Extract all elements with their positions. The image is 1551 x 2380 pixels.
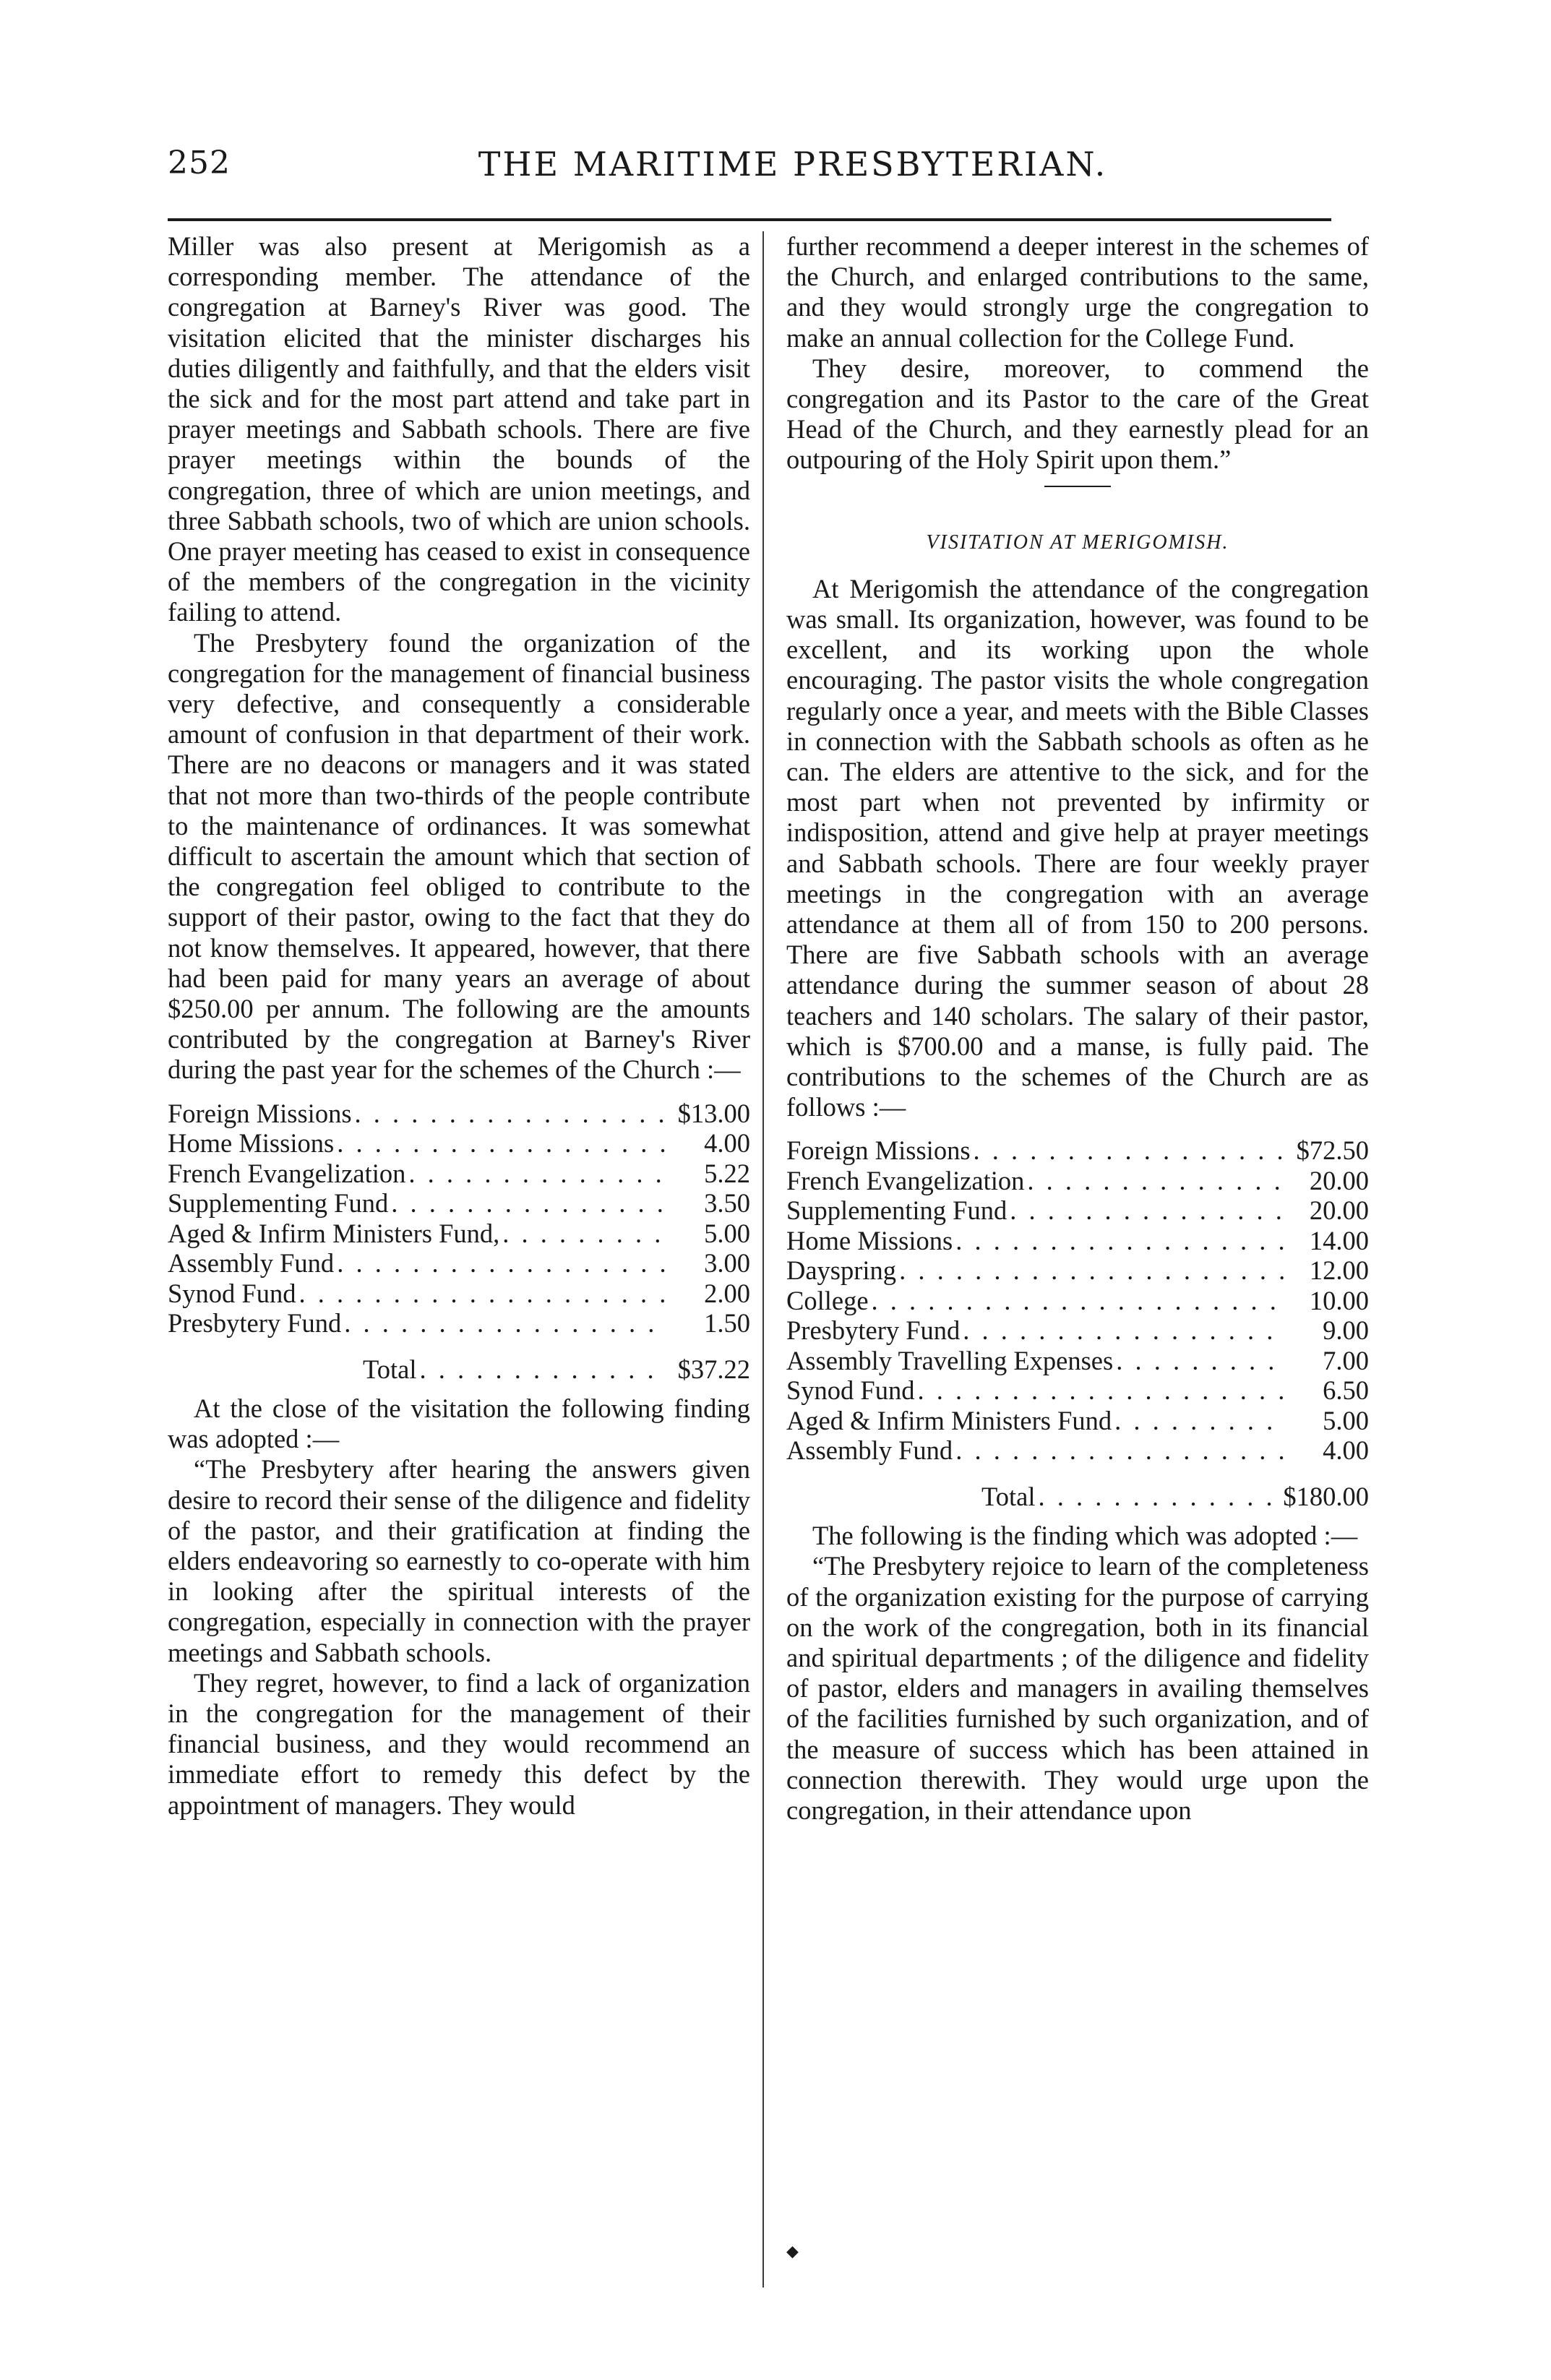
fund-name: Home Missions bbox=[786, 1225, 953, 1255]
fund-amount: 14.00 bbox=[1309, 1225, 1369, 1255]
fund-name: Assembly Travelling Expenses bbox=[786, 1345, 1114, 1375]
fund-amount: 3.50 bbox=[704, 1188, 750, 1219]
dot-leader bbox=[1010, 1195, 1285, 1226]
fund-amount: 4.00 bbox=[704, 1128, 750, 1159]
contributions-list-barneys-river bbox=[168, 1099, 750, 1339]
fund-name: Assembly Fund bbox=[168, 1248, 335, 1279]
total-label: Total bbox=[363, 1354, 417, 1384]
fund-amount: 3.00 bbox=[704, 1248, 750, 1279]
contribution-row bbox=[786, 1315, 1369, 1346]
section-heading: VISITATION AT MERIGOMISH. bbox=[926, 530, 1229, 554]
fund-amount: 6.50 bbox=[1323, 1375, 1369, 1406]
page-title: THE MARITIME PRESBYTERIAN. bbox=[478, 145, 1108, 184]
fund-name: Synod Fund bbox=[168, 1278, 296, 1308]
contribution-row bbox=[168, 1248, 750, 1279]
fund-amount: 4.00 bbox=[1323, 1435, 1369, 1466]
contribution-row bbox=[168, 1188, 750, 1219]
dot-leader bbox=[963, 1315, 1285, 1346]
fund-amount: 7.00 bbox=[1323, 1345, 1369, 1375]
right-column bbox=[786, 231, 1369, 1826]
contribution-row bbox=[786, 1375, 1369, 1406]
column-divider bbox=[762, 231, 764, 2287]
dot-leader bbox=[298, 1279, 666, 1309]
contributions-total bbox=[981, 1482, 1369, 1512]
total-amount: $37.22 bbox=[677, 1354, 750, 1384]
dot-leader bbox=[1116, 1346, 1285, 1376]
contributions-list-merigomish bbox=[786, 1135, 1369, 1466]
dot-leader bbox=[419, 1354, 666, 1385]
fund-amount: 1.50 bbox=[704, 1308, 750, 1339]
contribution-row bbox=[168, 1219, 750, 1249]
fund-name: Supplementing Fund bbox=[168, 1188, 389, 1219]
left-column bbox=[168, 231, 750, 1821]
fund-name: Dayspring bbox=[786, 1255, 897, 1286]
contribution-row bbox=[786, 1346, 1369, 1376]
dot-leader bbox=[355, 1099, 666, 1129]
fund-amount: 12.00 bbox=[1309, 1255, 1369, 1286]
contribution-row bbox=[786, 1406, 1369, 1436]
fund-name: French Evangelization bbox=[786, 1165, 1025, 1195]
fund-amount: 2.00 bbox=[704, 1278, 750, 1308]
fund-name: Presbytery Fund bbox=[168, 1308, 342, 1339]
contribution-row bbox=[168, 1159, 750, 1189]
body-paragraph: At Merigomish the attendance of the congregation was small. Its organization, however, was found to be excellent, and its working upon the whole encouraging. The pastor visits the whole congregation regularly once a year, and meets with the Bible Classes in connection with the Sabbath schools as often as he can. The elders are attentive to the sick, and for the most part when not prevented by infirmity or indisposition, attend and give help at prayer meetings and Sabbath schools. There are four weekly prayer meetings in the congregation with an average attendance at them all of from 150 to 200 persons. There are five Sabbath schools with an average attendance during the summer season of about 28 teachers and 140 scholars. The salary of their pastor, which is $700.00 and a manse, is fully paid. The contributions to the schemes of the Church are as follows :— bbox=[786, 573, 1369, 1122]
total-label: Total bbox=[981, 1481, 1036, 1511]
finding-paragraph: They regret, however, to find a lack of organization in the congregation for the management of their financial business, and they would recommend an immediate effort to remedy this defect by the appointment of managers. They would bbox=[168, 1667, 750, 1820]
contribution-row bbox=[786, 1135, 1369, 1166]
fund-amount: 5.22 bbox=[704, 1158, 750, 1188]
dot-leader bbox=[502, 1219, 666, 1249]
contribution-row bbox=[786, 1255, 1369, 1286]
fund-amount: 5.00 bbox=[1323, 1405, 1369, 1435]
fund-amount: $13.00 bbox=[677, 1098, 750, 1128]
fund-amount: 9.00 bbox=[1323, 1315, 1369, 1346]
contribution-row bbox=[168, 1128, 750, 1159]
dot-leader bbox=[391, 1188, 666, 1219]
fund-amount: 20.00 bbox=[1309, 1195, 1369, 1226]
body-paragraph: The following is the finding which was adopted :— bbox=[812, 1521, 1358, 1551]
dot-leader bbox=[344, 1308, 666, 1339]
dot-leader bbox=[974, 1135, 1285, 1166]
fund-name: Assembly Fund bbox=[786, 1435, 953, 1466]
body-paragraph: At the close of the visitation the following finding was adopted :— bbox=[168, 1393, 750, 1454]
fund-name: Supplementing Fund bbox=[786, 1195, 1007, 1226]
dot-leader bbox=[955, 1226, 1285, 1256]
contribution-row bbox=[786, 1286, 1369, 1316]
contributions-total bbox=[363, 1354, 750, 1385]
fund-name: Aged & Infirm Ministers Fund, bbox=[168, 1218, 500, 1248]
dot-leader bbox=[917, 1375, 1285, 1406]
fund-name: Foreign Missions bbox=[168, 1098, 352, 1128]
dot-leader bbox=[408, 1159, 666, 1189]
fund-name: College bbox=[786, 1285, 869, 1315]
footer-ornament-icon: ◆ bbox=[786, 2243, 799, 2261]
fund-amount: 10.00 bbox=[1309, 1285, 1369, 1315]
fund-name: Synod Fund bbox=[786, 1375, 915, 1406]
page-number: 252 bbox=[168, 145, 231, 181]
fund-amount: $72.50 bbox=[1296, 1135, 1369, 1166]
contribution-row bbox=[786, 1226, 1369, 1256]
fund-name: Presbytery Fund bbox=[786, 1315, 961, 1346]
dot-leader bbox=[872, 1286, 1285, 1316]
dot-leader bbox=[337, 1128, 666, 1159]
total-amount: $180.00 bbox=[1283, 1481, 1369, 1511]
page-header bbox=[168, 145, 1331, 210]
contribution-row bbox=[786, 1166, 1369, 1196]
dot-leader bbox=[1027, 1166, 1285, 1196]
fund-amount: 5.00 bbox=[704, 1218, 750, 1248]
finding-paragraph: “The Presbytery after hearing the answers given desire to record their sense of the diligence and fidelity of the pastor, and their gratification at finding the elders endeavoring so earnestly to co-operate with him in looking after the spiritual interests of the congregation, especially in connection with the prayer meetings and Sabbath schools. bbox=[168, 1454, 750, 1667]
contribution-row bbox=[168, 1099, 750, 1129]
fund-name: French Evangelization bbox=[168, 1158, 406, 1188]
contribution-row bbox=[786, 1195, 1369, 1226]
finding-paragraph: “The Presbytery rejoice to learn of the completeness of the organization existing for the purpose of carrying on the work of the congregation, both in its financial and spiritual departments ; of the diligence and fidelity of pastor, elders and managers in availing themselves of the facilities furnished by such organization, and of the measure of success which has been attained in connection therewith. They would urge upon the congregation, in their attendance upon bbox=[786, 1551, 1369, 1826]
fund-amount: 20.00 bbox=[1309, 1165, 1369, 1195]
fund-name: Foreign Missions bbox=[786, 1135, 971, 1166]
body-paragraph: The Presbytery found the organization of the congregation for the management of financial business very defective, and consequently a considerable amount of confusion in that department of their work. There are no deacons or managers and it was stated that not more than two-thirds of the people contribute to the maintenance of ordinances. It was somewhat difficult to ascertain the amount which that section of the congregation feel obliged to contribute to the support of their pastor, owing to the fact that they do not know themselves. It appeared, however, that there had been paid for many years an average of about $250.00 per annum. The following are the amounts contributed by the congregation at Barney's River during the past year for the schemes of the Church :— bbox=[168, 627, 750, 1085]
contribution-row bbox=[168, 1279, 750, 1309]
dot-leader bbox=[899, 1255, 1285, 1286]
body-paragraph: Miller was also present at Merigomish as a corresponding member. The attendance of the congregation at Barney's River was good. The visitation elicited that the minister discharges his duties diligently and faithfully, and that the elders visit the sick and for the most part attend and take part in prayer meetings and Sabbath schools. There are five prayer meetings within the bounds of the congregation, three of which are union meetings, and three Sabbath schools, two of which are union schools. One prayer meeting has ceased to exist in consequence of the members of the congregation in the vicinity failing to attend. bbox=[168, 231, 750, 627]
dot-leader bbox=[337, 1248, 666, 1279]
finding-paragraph: further recommend a deeper interest in the schemes of the Church, and enlarged contributions to the same, and they would strongly urge the congregation to make an annual collection for the College Fund. bbox=[786, 231, 1369, 353]
dot-leader bbox=[955, 1435, 1285, 1466]
contribution-row bbox=[168, 1308, 750, 1339]
section-rule bbox=[1044, 486, 1111, 487]
fund-name: Home Missions bbox=[168, 1128, 335, 1159]
contribution-row bbox=[786, 1435, 1369, 1466]
dot-leader bbox=[1038, 1482, 1280, 1512]
dot-leader bbox=[1114, 1406, 1285, 1436]
fund-name: Aged & Infirm Ministers Fund bbox=[786, 1405, 1112, 1435]
finding-paragraph: They desire, moreover, to commend the congregation and its Pastor to the care of the Great Head of the Church, and they earnestly plead for an outpouring of the Holy Spirit upon them.” bbox=[786, 353, 1369, 475]
header-rule bbox=[168, 218, 1331, 221]
